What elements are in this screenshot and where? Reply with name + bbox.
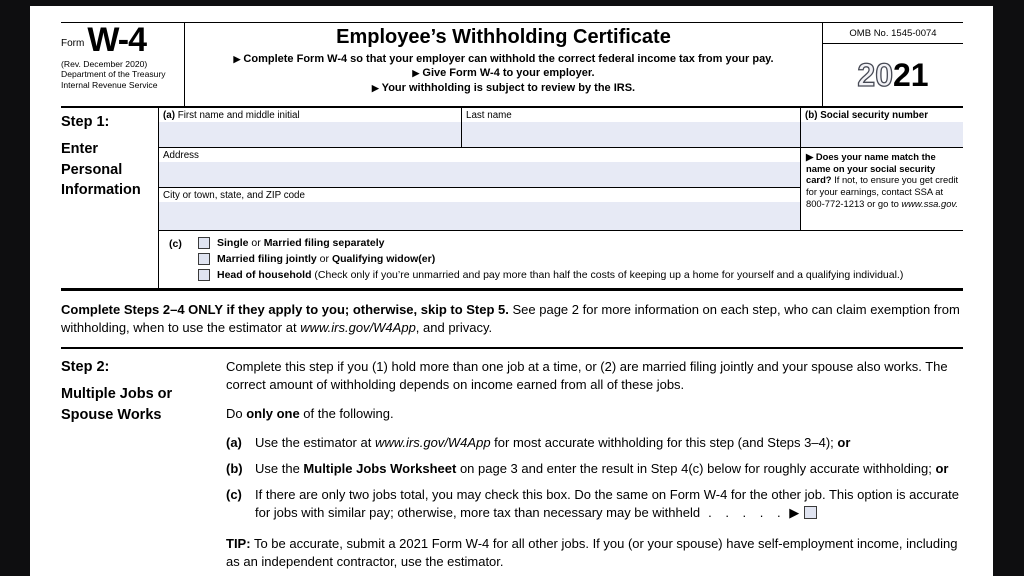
personal-info-fields: [159, 108, 963, 231]
omb-number: OMB No. 1545-0074: [823, 23, 963, 44]
form-content: [30, 6, 993, 571]
department-line-2: Internal Revenue Service: [61, 79, 158, 90]
omb-year-block: [823, 23, 963, 106]
step1-label-block: [61, 108, 158, 288]
city-field: [159, 188, 800, 230]
instruction-line-1: [195, 52, 812, 66]
dot-leader: . . . . .: [708, 504, 786, 520]
step2-label-block: [61, 358, 226, 570]
arrow-icon: ▶: [233, 54, 241, 64]
step1-title: Enter Personal Information: [61, 141, 141, 199]
arrow-icon: ▶: [806, 151, 814, 162]
steps-2-4-note-text: See page 2 for more information on each step, who can claim exemption from withholding, when to use the estimator at: [61, 302, 960, 335]
step2-item-b: [226, 460, 963, 478]
address-row: [159, 148, 800, 188]
filing-status-married-row: [198, 253, 963, 265]
filing-status-letter: (c): [169, 238, 182, 250]
first-name-input[interactable]: [159, 122, 461, 147]
step2-item-a: [226, 434, 963, 452]
tip-text: To be accurate, submit a 2021 Form W-4 for all other jobs. If you (or your spouse) have self-employment income, including as an independent contractor, use the estimator.: [226, 535, 958, 569]
ssn-column: [800, 108, 963, 230]
hoh-option-label: Head of household (Check only if you’re unmarried and pay more than half the costs of keeping up a home for yourself and a qualifying individual.): [217, 269, 904, 281]
arrow-icon: ▶: [789, 504, 800, 520]
first-name-label: (a) First name and middle initial: [163, 110, 300, 121]
last-name-input[interactable]: [462, 122, 800, 147]
form-title: Employee’s Withholding Certificate: [336, 26, 671, 48]
item-c-letter: (c): [226, 486, 242, 502]
form-title-block: [185, 23, 823, 106]
step1-main: [158, 108, 963, 288]
step1-label: Step 1:: [61, 114, 110, 130]
ssn-input[interactable]: [801, 122, 963, 147]
filing-status-options: [198, 237, 963, 281]
item-a-text: Use the estimator at www.irs.gov/W4App for most accurate withholding for this step (and Steps 3–4); or: [255, 434, 851, 450]
tip-paragraph: [226, 535, 963, 571]
item-b-text: Use the Multiple Jobs Worksheet on page 3 and enter the result in Step 4(c) below for roughly accurate withholding; or: [255, 460, 949, 476]
step2-content: [226, 358, 963, 570]
step2-intro: Complete this step if you (1) hold more than one job at a time, or (2) are married filing jointly and your spouse also works. The correct amount of withholding depends on income earned from all of these jobs.: [226, 359, 948, 393]
form-id-block: [61, 23, 185, 106]
ssa-note-bold: Does your name match the name on your social security card?: [806, 151, 936, 186]
address-field: [159, 148, 800, 187]
arrow-icon: ▶: [371, 82, 379, 93]
address-label: Address: [163, 150, 199, 161]
filing-status-single-row: [198, 237, 963, 249]
step1-section: [61, 108, 963, 291]
instruction-line-3: [195, 81, 812, 95]
first-name-field: [159, 108, 462, 147]
city-row: [159, 188, 800, 230]
step2-label: Step 2:: [61, 359, 110, 376]
form-header: [61, 22, 963, 108]
instruction-line-2: [195, 66, 812, 80]
year-solid-digits: 21: [893, 56, 929, 93]
city-label: City or town, state, and ZIP code: [163, 190, 305, 201]
single-option-label: Single or Married filing separately: [217, 237, 385, 249]
irs-estimator-link: www.irs.gov/W4App: [374, 434, 491, 450]
married-jointly-checkbox[interactable]: [198, 253, 210, 265]
city-input[interactable]: [159, 202, 800, 230]
tip-label: TIP:: [226, 535, 251, 551]
two-jobs-checkbox[interactable]: [804, 506, 817, 519]
name-address-fields: [159, 108, 800, 230]
arrow-icon: ▶: [412, 68, 420, 79]
department-line-1: Department of the Treasury: [61, 69, 166, 80]
step2-title: Multiple Jobs or Spouse Works: [61, 386, 173, 423]
steps-2-4-note-bold: Complete Steps 2–4 ONLY if they apply to you; otherwise, skip to Step 5.: [61, 302, 509, 317]
instruction-text-1: Complete Form W-4 so that your employer can withhold the correct federal income tax from your pay.: [243, 53, 774, 65]
name-row: [159, 108, 800, 148]
ssa-note-text: If not, to ensure you get credit for your earnings, contact SSA at 800-772-1213 or go to: [806, 174, 959, 209]
form-number: W-4: [87, 21, 146, 59]
ssn-label: (b) Social security number: [805, 110, 929, 121]
form-word-label: Form: [61, 37, 85, 49]
single-checkbox[interactable]: [198, 237, 210, 249]
year-outline-digits: 20: [857, 56, 893, 93]
ssa-link: www.ssa.gov.: [901, 197, 959, 209]
steps-2-4-note: Complete Steps 2–4 ONLY if they apply to you; otherwise, skip to Step 5. See page 2 for more information on each step, who can claim exemption from withholding, when to use the estimator at www.irs.gov/W4App, and privacy.: [61, 291, 963, 349]
form-revision: (Rev. December 2020): [61, 58, 148, 69]
filing-status-section: [159, 231, 963, 288]
instruction-text-2: Give Form W-4 to your employer.: [422, 67, 595, 80]
item-a-letter: (a): [226, 434, 242, 450]
instruction-text-3: Your withholding is subject to review by the IRS.: [381, 81, 636, 94]
step2-do-line: Do only one of the following.: [226, 405, 394, 421]
ssa-note: [801, 148, 963, 230]
step2-section: [61, 349, 963, 570]
item-c-text: If there are only two jobs total, you may check this box. Do the same on Form W-4 for the other job. This option is accurate for jobs with similar pay; otherwise, more tax than necessary may be withheld . . . . . ▶: [255, 486, 960, 520]
ssn-field: [801, 108, 963, 148]
last-name-label: Last name: [466, 110, 512, 121]
form-year: [823, 44, 963, 106]
item-b-letter: (b): [226, 460, 243, 476]
form-page: [30, 6, 993, 576]
address-input[interactable]: [159, 162, 800, 187]
head-of-household-checkbox[interactable]: [198, 269, 210, 281]
last-name-field: [462, 108, 800, 147]
step2-item-c: [226, 486, 963, 522]
irs-estimator-link: www.irs.gov/W4App: [300, 319, 416, 335]
married-option-label: Married filing jointly or Qualifying widow(er): [217, 253, 436, 265]
form-number-line: [61, 21, 180, 59]
filing-status-hoh-row: [198, 269, 963, 281]
